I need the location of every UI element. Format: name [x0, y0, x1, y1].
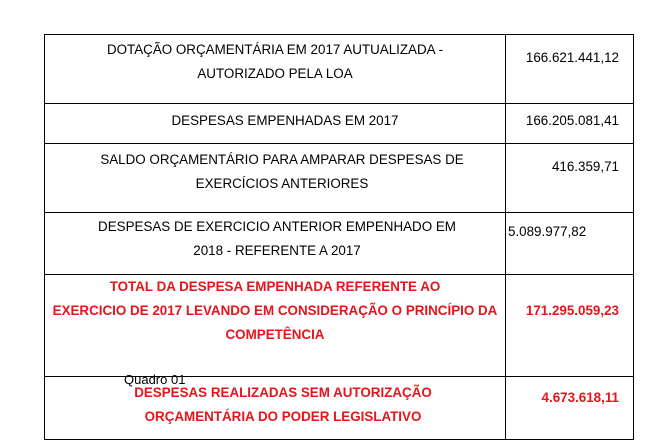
row-description	[45, 104, 506, 144]
table-caption: Quadro 01	[124, 372, 186, 387]
description-line: TOTAL DA DESPESA EMPENHADA REFERENTE AO	[109, 279, 441, 294]
row-description	[45, 144, 506, 213]
description-line: SALDO ORÇAMENTÁRIO PARA AMPARAR DESPESAS DE	[100, 152, 464, 167]
description-line: 2018 - REFERENTE A 2017	[193, 243, 361, 258]
description-line: EXERCÍCIOS ANTERIORES	[195, 176, 369, 191]
description-line: DESPESAS EMPENHADAS EM 2017	[171, 113, 399, 128]
table-row-total	[45, 275, 634, 377]
row-value: 166.205.081,41	[506, 104, 634, 144]
row-description	[45, 213, 506, 275]
table-row	[45, 144, 634, 213]
description-line: EXERCICIO DE 2017 LEVANDO EM CONSIDERAÇÃO O PRINCÍPIO DA	[52, 303, 498, 318]
row-value: 5.089.977,82	[506, 213, 634, 275]
description-line: ORÇAMENTÁRIA DO PODER LEGISLATIVO	[144, 409, 422, 424]
row-value: 166.621.441,12	[506, 35, 634, 104]
description-line: AUTORIZADO PELA LOA	[197, 66, 353, 81]
table-row	[45, 213, 634, 275]
table-row	[45, 35, 634, 104]
row-value: 416.359,71	[506, 144, 634, 213]
description-line: DOTAÇÃO ORÇAMENTÁRIA EM 2017 AUTUALIZADA -	[106, 42, 444, 57]
row-description	[45, 377, 506, 440]
row-description	[45, 35, 506, 104]
row-value: 4.673.618,11	[506, 377, 634, 440]
description-line: DESPESAS REALIZADAS SEM AUTORIZAÇÃO	[134, 385, 432, 400]
row-description	[45, 275, 506, 377]
table-row	[45, 104, 634, 144]
description-line: DESPESAS DE EXERCICIO ANTERIOR EMPENHADO EM	[98, 219, 456, 234]
row-value: 171.295.059,23	[506, 275, 634, 377]
description-line: COMPETÊNCIA	[225, 327, 325, 342]
